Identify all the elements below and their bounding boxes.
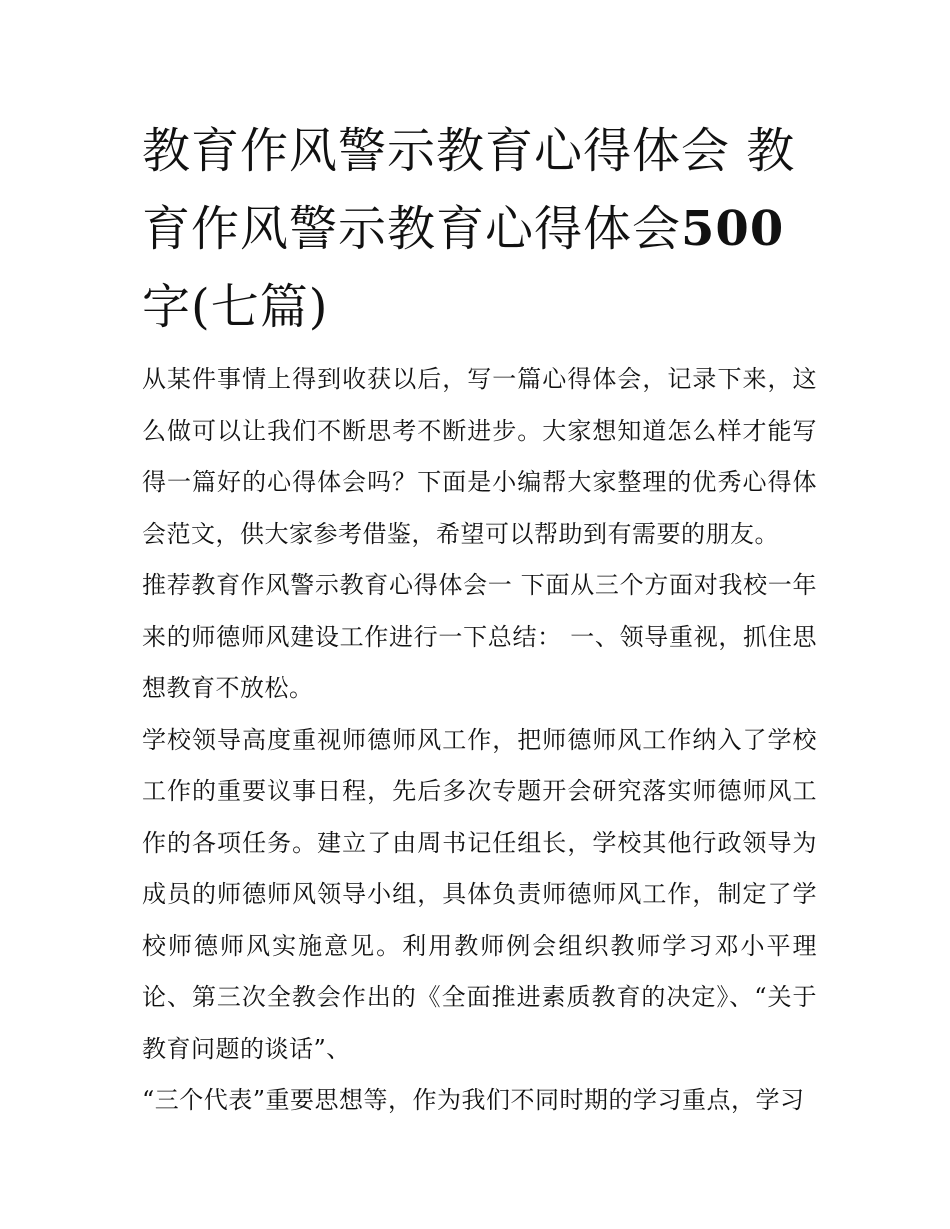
paragraph-leadership: 学校领导高度重视师德师风工作，把师德师风工作纳入了学校工作的重要议事日程，先后多次专题开会研究落实师德师风工作的各项任务。建立了由周书记任组长，学校其他行政领导为成员的师德师风领导小组，具体负责师德师风工作，制定了学校师德师风实施意见。利用教师例会组织教师学习邓小平理论、第三次全教会作出的《全面推进素质教育的决定》、“关于教育问题的谈话”、	[142, 725, 817, 1063]
paragraph-section-one: 推荐教育作风警示教育心得体会一 下面从三个方面对我校一年来的师德师风建设工作进行一下总结： 一、领导重视，抓住思想教育不放松。	[142, 571, 817, 702]
document-page	[142, 112, 817, 1127]
document-body	[142, 354, 817, 1127]
title-suffix: 字(七篇)	[142, 279, 329, 335]
title-text: 教育作风警示教育心得体会 教育作风警示教育心得体会	[142, 123, 796, 257]
paragraph-study-focus: “三个代表”重要思想等，作为我们不同时期的学习重点，学习	[142, 1086, 805, 1114]
title-number: 500	[681, 201, 785, 257]
paragraph-intro: 从某件事情上得到收获以后，写一篇心得体会，记录下来，这么做可以让我们不断思考不断进步。大家想知道怎么样才能写得一篇好的心得体会吗？下面是小编帮大家整理的优秀心得体会范文，供大家参考借鉴，希望可以帮助到有需要的朋友。	[142, 365, 817, 548]
document-title	[142, 112, 817, 346]
